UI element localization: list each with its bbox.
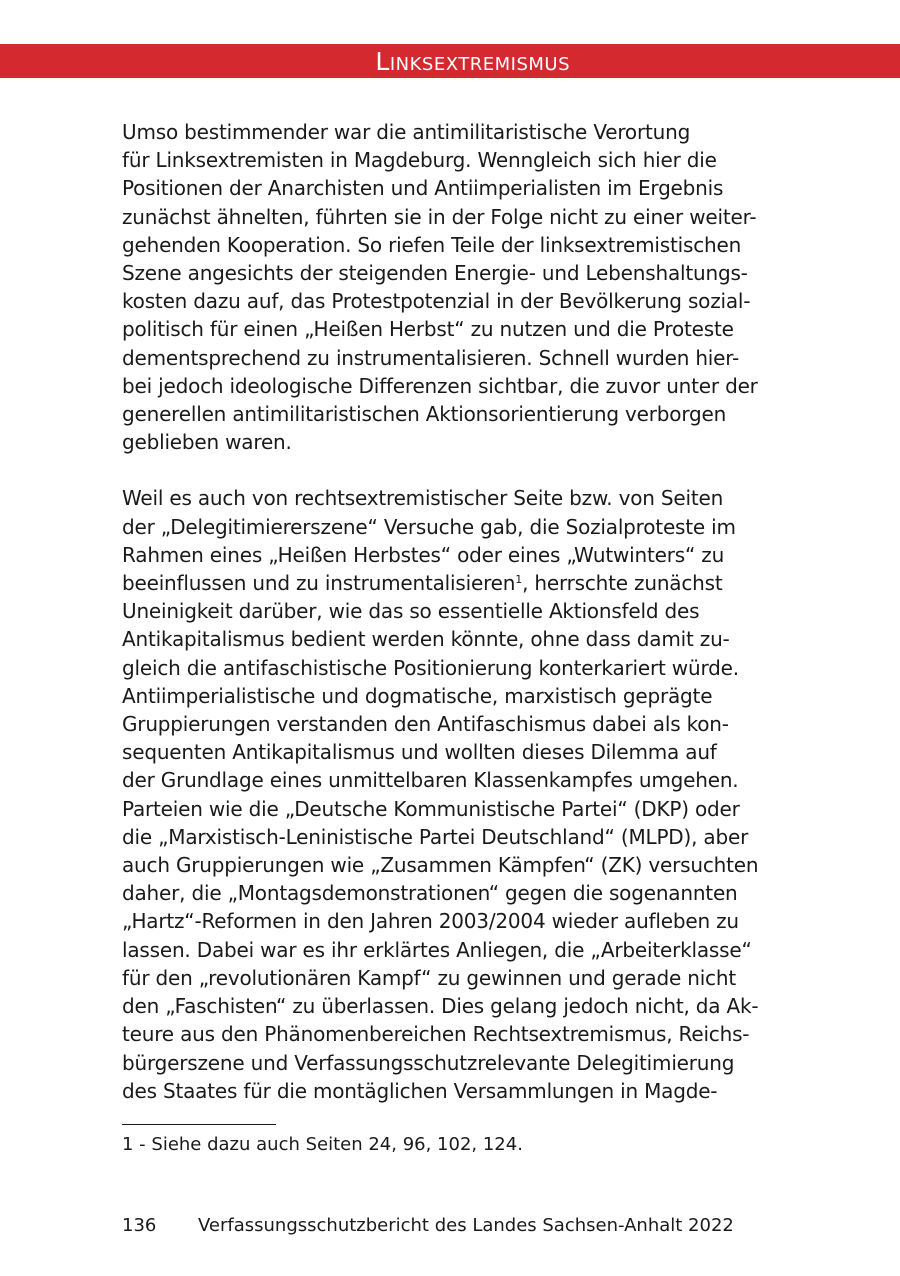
text-line: politisch für einen „Heißen Herbst“ zu nutzen und die Proteste — [122, 317, 734, 342]
text-line: der „Delegitimiererszene“ Versuche gab, die Sozialproteste im — [122, 514, 736, 539]
text-fragment: , herrschte zunächst — [522, 571, 723, 596]
text-line: zunächst ähnelten, führten sie in der Folge nicht zu einer weiter- — [122, 204, 757, 229]
text-line: kosten dazu auf, das Protestpotenzial in der Bevölkerung sozial- — [122, 289, 751, 314]
text-line: Rahmen eines „Heißen Herbstes“ oder eines „Wutwinters“ zu — [122, 542, 725, 567]
text-line: gehenden Kooperation. So riefen Teile der linksextremistischen — [122, 232, 742, 257]
main-text — [122, 118, 802, 1105]
footnote: 1 - Siehe dazu auch Seiten 24, 96, 102, 124. — [122, 1134, 523, 1155]
text-line: Antikapitalismus bedient werden könnte, ohne dass damit zu- — [122, 627, 730, 652]
text-line: gleich die antifaschistische Positionierung konterkariert würde. — [122, 655, 739, 680]
text-line: bürgerszene und Verfassungsschutzrelevante Delegitimierung — [122, 1050, 735, 1075]
text-line: daher, die „Montagsdemonstrationen“ gegen die sogenannten — [122, 881, 738, 906]
footnote-divider — [122, 1124, 276, 1125]
paragraph-2 — [122, 484, 802, 1104]
text-line: sequenten Antikapitalismus und wollten dieses Dilemma auf — [122, 740, 717, 765]
text-line: des Staates für die montäglichen Versammlungen in Magde- — [122, 1078, 718, 1103]
text-line: für den „revolutionären Kampf“ zu gewinnen und gerade nicht — [122, 965, 736, 990]
text-line: Parteien wie die „Deutsche Kommunistische Partei“ (DKP) oder — [122, 796, 740, 821]
text-line: geblieben waren. — [122, 430, 292, 455]
text-line: „Hartz“-Reformen in den Jahren 2003/2004 wieder aufleben zu — [122, 909, 739, 934]
text-line: auch Gruppierungen wie „Zusammen Kämpfen“ (ZK) versuchten — [122, 853, 759, 878]
footnote-marker: 1 — [515, 573, 523, 587]
text-line: bei jedoch ideologische Differenzen sichtbar, die zuvor unter der — [122, 373, 758, 398]
text-line: Uneinigkeit darüber, wie das so essentielle Aktionsfeld des — [122, 599, 700, 624]
section-header-band — [0, 44, 900, 78]
text-line: dementsprechend zu instrumentalisieren. Schnell wurden hier- — [122, 345, 740, 370]
text-line: den „Faschisten“ zu überlassen. Dies gelang jedoch nicht, da Ak- — [122, 994, 759, 1019]
text-line: lassen. Dabei war es ihr erklärtes Anliegen, die „Arbeiterklasse“ — [122, 937, 752, 962]
text-line: für Linksextremisten in Magdeburg. Wenngleich sich hier die — [122, 148, 717, 173]
page-number: 136 — [122, 1215, 157, 1236]
text-fragment: beeinflussen und zu instrumentalisieren — [122, 571, 516, 596]
text-line: die „Marxistisch-Leninistische Partei Deutschland“ (MLPD), aber — [122, 824, 749, 849]
text-line: Positionen der Anarchisten und Antiimperialisten im Ergebnis — [122, 176, 724, 201]
paragraph-spacer — [122, 456, 802, 484]
text-line: generellen antimilitaristischen Aktionsorientierung verborgen — [122, 402, 727, 427]
text-line: Weil es auch von rechtsextremistischer Seite bzw. von Seiten — [122, 486, 724, 511]
paragraph-1 — [122, 118, 802, 456]
text-line: Umso bestimmender war die antimilitaristische Verortung — [122, 120, 691, 144]
text-line: Gruppierungen verstanden den Antifaschismus dabei als kon- — [122, 712, 729, 737]
text-line: teure aus den Phänomenbereichen Rechtsextremismus, Reichs- — [122, 1022, 750, 1047]
text-line: Szene angesichts der steigenden Energie- und Lebenshaltungs- — [122, 261, 748, 286]
text-line: Antiimperialistische und dogmatische, marxistisch geprägte — [122, 683, 713, 708]
text-line-with-footnote — [122, 569, 802, 597]
section-title: Linksextremismus — [375, 47, 570, 76]
footer-title: Verfassungsschutzbericht des Landes Sachsen-Anhalt 2022 — [198, 1215, 734, 1236]
text-line: der Grundlage eines unmittelbaren Klassenkampfes umgehen. — [122, 768, 739, 793]
